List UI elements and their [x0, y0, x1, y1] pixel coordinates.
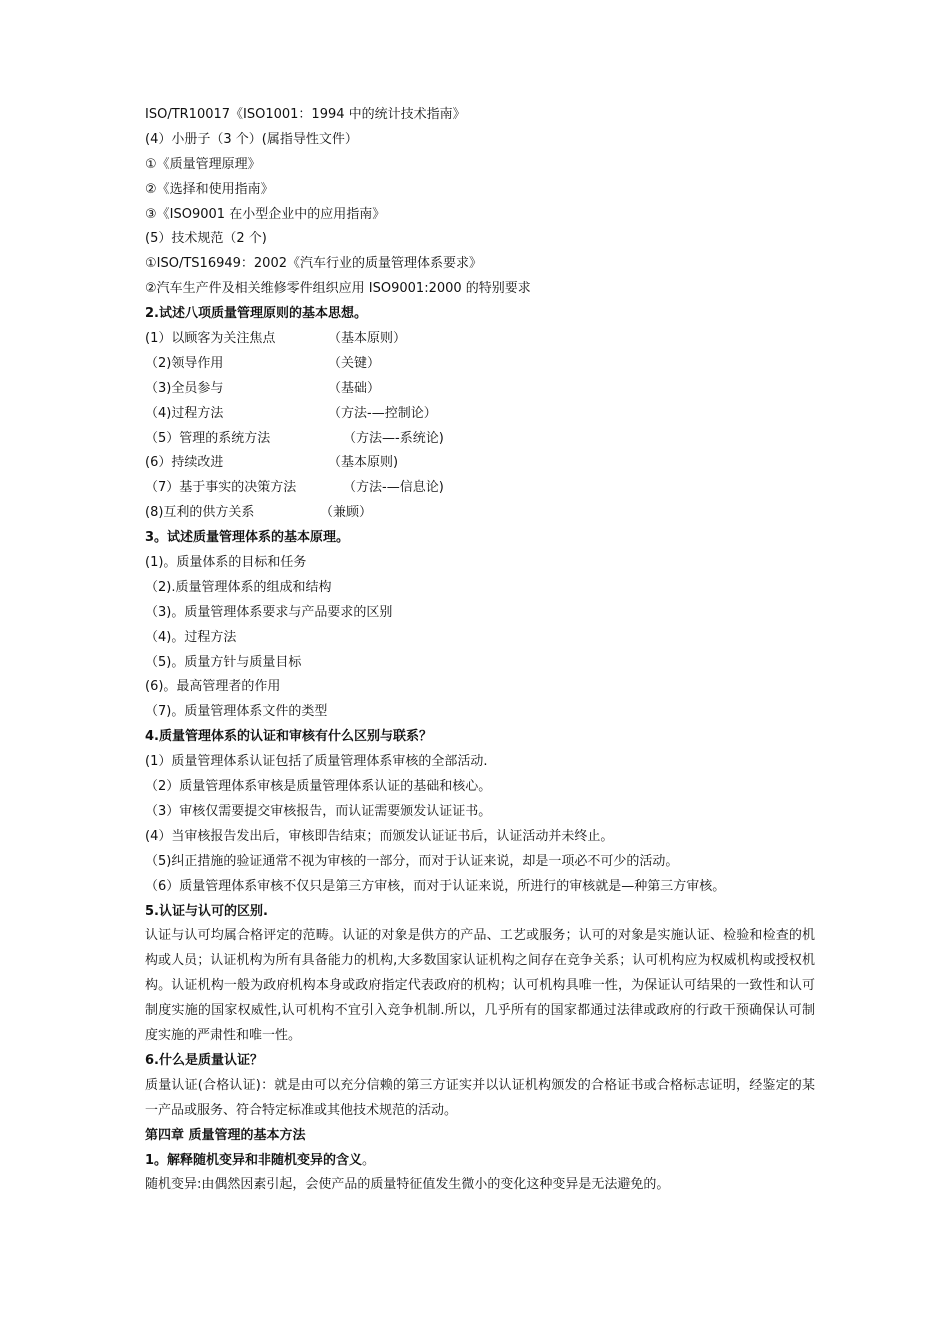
text-line: 随机变异:由偶然因素引起，会使产品的质量特征值发生微小的变化这种变异是无法避免的。	[145, 1177, 670, 1193]
principle-note: （方法-—信息论)	[343, 480, 444, 496]
text-line: ①《质量管理原理》	[145, 156, 261, 172]
list-item: (1）质量管理体系认证包括了质量管理体系审核的全部活动.	[145, 754, 488, 770]
text-line: ②《选择和使用指南》	[145, 181, 274, 197]
chapter-heading: 第四章 质量管理的基本方法	[145, 1127, 306, 1143]
principle-note: （基本原则)	[328, 455, 399, 471]
question-5-heading: 5.认证与认可的区别.	[145, 903, 268, 919]
principle-row	[145, 476, 815, 501]
text-line: ②汽车生产件及相关维修零件组织应用 ISO9001:2000 的特别要求	[145, 281, 531, 297]
paragraph: 认证与认可均属合格评定的范畴。认证的对象是供方的产品、工艺或服务；认可的对象是实施认证、检验和检查的机构或人员；认证机构为所有具备能力的机构,大多数国家认证机构之间存在竞争关系；认可机构应为权威机构或授权机构。认证机构一般为政府机构本身或政府指定代表政府的机构；认可机构具唯一性，为保证认可结果的一致性和认可制度实施的国家权威性,认可机构不宜引入竞争机制.所以，几乎所有的国家都通过法律或政府的行政干预确保认可制度实施的严肃性和唯一性。	[145, 928, 815, 1044]
list-item: （6）质量管理体系审核不仅只是第三方审核，而对于认证来说，所进行的审核就是—种第三方审核。	[145, 878, 726, 894]
text-line: ISO/TR10017《ISO1001：1994 中的统计技术指南》	[145, 107, 466, 122]
question-6-heading: 6.什么是质量认证？	[145, 1052, 263, 1068]
principle-item: （3)全员参与	[145, 380, 224, 396]
question-2-heading: 2.试述八项质量管理原则的基本思想。	[145, 306, 367, 322]
principle-row	[145, 451, 815, 476]
principle-row	[145, 501, 815, 526]
principle-row	[145, 402, 815, 427]
principle-row	[145, 352, 815, 377]
principle-row	[145, 427, 815, 452]
chapter-question-heading	[145, 1149, 815, 1174]
text-line: ①ISO/TS16949：2002《汽车行业的质量管理体系要求》	[145, 256, 482, 272]
principle-note: （基本原则）	[328, 331, 407, 347]
list-item: （7)。质量管理体系文件的类型	[145, 704, 328, 720]
principle-item: （2)领导作用	[145, 355, 224, 371]
list-item: (1)。质量体系的目标和任务	[145, 555, 307, 571]
principle-item: （4)过程方法	[145, 405, 224, 421]
list-item: （2）质量管理体系审核是质量管理体系认证的基础和核心。	[145, 779, 492, 795]
principle-row	[145, 377, 815, 402]
question-title-tail: 。	[362, 1152, 376, 1168]
list-item: (6)。最高管理者的作用	[145, 679, 281, 695]
list-item: （5)纠正措施的验证通常不视为审核的一部分，而对于认证来说，却是一项必不可少的活动。	[145, 853, 679, 869]
principle-item: （7）基于事实的决策方法	[145, 480, 297, 496]
question-4-heading: 4.质量管理体系的认证和审核有什么区别与联系？	[145, 729, 432, 745]
text-line: (4）小册子（3 个）(属指导性文件）	[145, 131, 358, 147]
principle-note: （方法—-系统论)	[343, 430, 444, 446]
list-item: （4)。过程方法	[145, 629, 237, 645]
principle-item: (1）以顾客为关注焦点	[145, 331, 276, 347]
principle-note: （方法-—控制论）	[328, 405, 437, 421]
principle-item: (8)互利的供方关系	[145, 505, 255, 521]
paragraph: 质量认证(合格认证)：就是由可以充分信赖的第三方证实并以认证机构颁发的合格证书或合格标志证明，经鉴定的某一产品或服务、符合特定标准或其他技术规范的活动。	[145, 1077, 815, 1118]
list-item: （3）审核仅需要提交审核报告，而认证需要颁发认证证书。	[145, 803, 492, 819]
text-line: ③《ISO9001 在小型企业中的应用指南》	[145, 206, 386, 222]
question-title: 1。解释随机变异和非随机变异的含义	[145, 1152, 363, 1168]
question-3-heading: 3。试述质量管理体系的基本原理。	[145, 530, 350, 546]
principle-note: （关键）	[328, 355, 381, 371]
principle-item: （5）管理的系统方法	[145, 430, 271, 446]
text-line: (5）技术规范（2 个)	[145, 231, 267, 247]
principle-note: （基础）	[328, 380, 381, 396]
list-item: (4）当审核报告发出后，审核即告结束；而颁发认证证书后，认证活动并未终止。	[145, 828, 614, 844]
principle-note: （兼顾）	[320, 505, 373, 521]
list-item: （5)。质量方针与质量目标	[145, 654, 302, 670]
list-item: （2).质量管理体系的组成和结构	[145, 579, 332, 595]
list-item: （3)。质量管理体系要求与产品要求的区别	[145, 604, 393, 620]
principle-item: (6）持续改进	[145, 455, 224, 471]
principle-row	[145, 327, 815, 352]
document-page	[145, 103, 815, 1198]
